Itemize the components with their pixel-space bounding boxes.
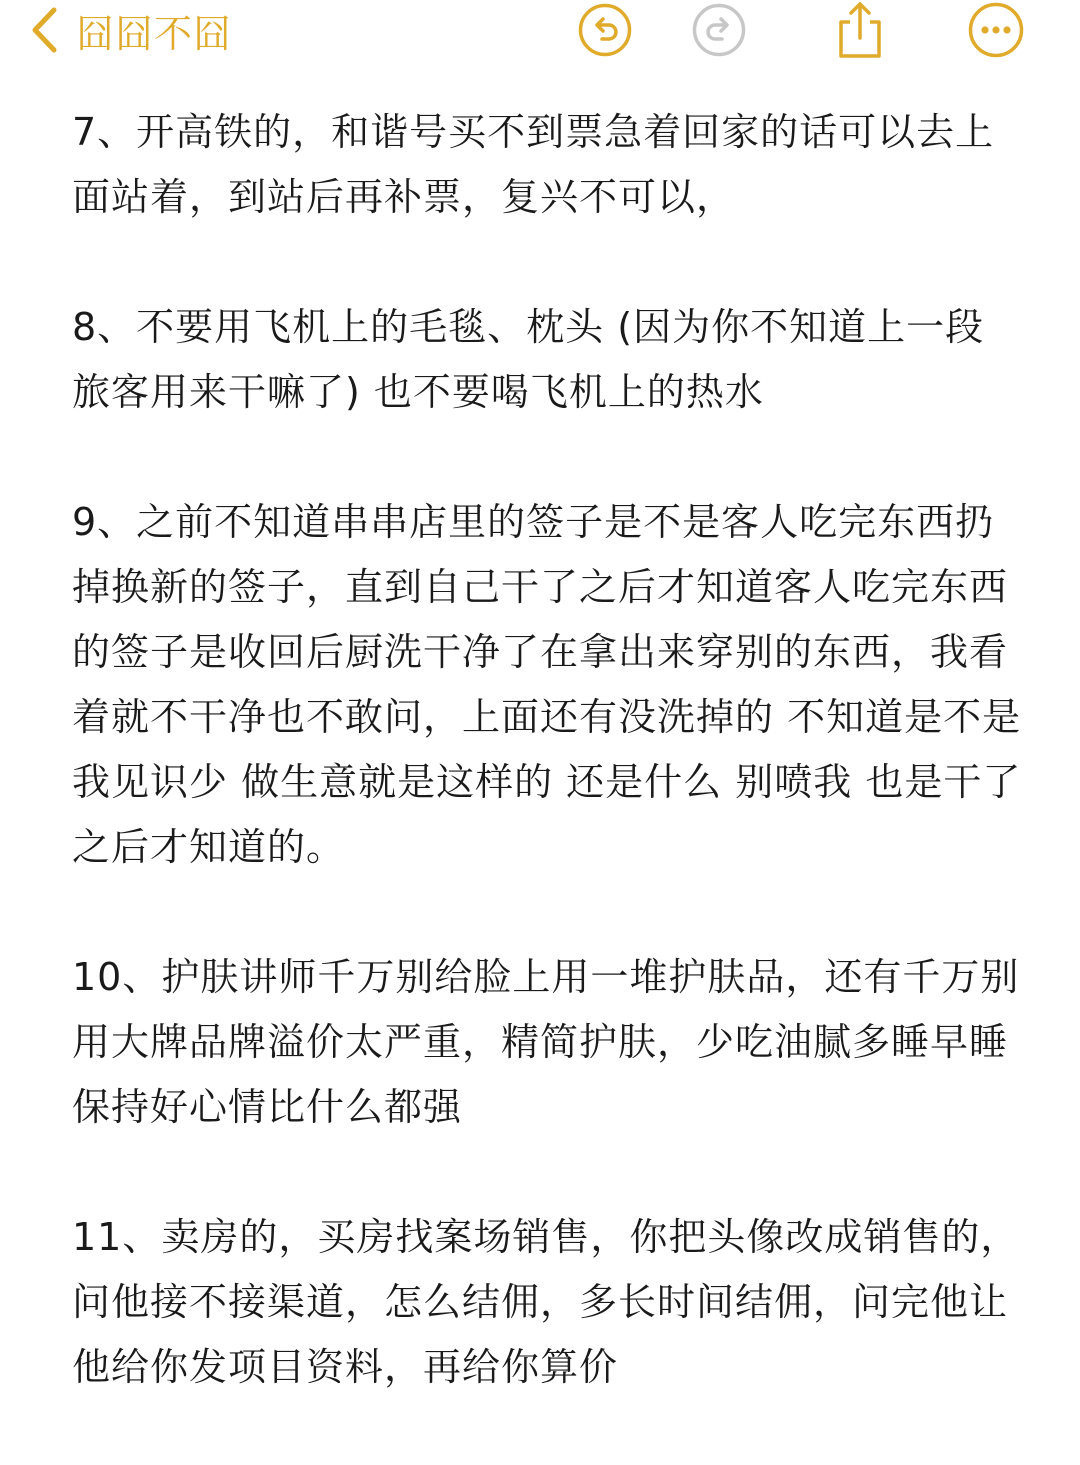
note-paragraph-7: 7、开高铁的，和谐号买不到票急着回家的话可以去上面站着，到站后再补票，复兴不可以， — [72, 110, 995, 219]
top-toolbar — [0, 0, 1080, 62]
more-button[interactable] — [968, 2, 1024, 58]
more-icon — [968, 2, 1024, 58]
undo-button[interactable] — [577, 2, 633, 58]
redo-icon — [692, 3, 746, 57]
note-body[interactable] — [72, 100, 1022, 1465]
back-button[interactable] — [30, 4, 232, 56]
undo-icon — [578, 3, 632, 57]
redo-button[interactable] — [691, 2, 747, 58]
note-paragraph-9: 9、之前不知道串串店里的签子是不是客人吃完东西扔掉换新的签子，直到自己干了之后才知道客人吃完东西的签子是收回后厨洗干净了在拿出来穿别的东西，我看着就不干净也不敢问，上面还有没洗掉的 不知道是不是我见识少 做生意就是这样的 还是什么 别喷我 也是干了之后才知道的。 — [72, 500, 1022, 869]
share-icon — [833, 0, 887, 60]
back-label: 囧囧不囧 — [76, 11, 233, 56]
chevron-left-icon — [30, 6, 58, 54]
note-paragraph-8: 8、不要用飞机上的毛毯、枕头 (因为你不知道上一段旅客用来干嘛了) 也不要喝飞机上的热水 — [72, 305, 985, 414]
note-paragraph-10: 10、护肤讲师千万别给脸上用一堆护肤品，还有千万别用大牌品牌溢价太严重，精简护肤，少吃油腻多睡早睡保持好心情比什么都强 — [72, 955, 1020, 1129]
note-paragraph-11: 11、卖房的，买房找案场销售，你把头像改成销售的，问他接不接渠道，怎么结佣，多长时间结佣，问完他让他给你发项目资料，再给你算价 — [72, 1215, 1020, 1389]
share-button[interactable] — [832, 2, 888, 58]
